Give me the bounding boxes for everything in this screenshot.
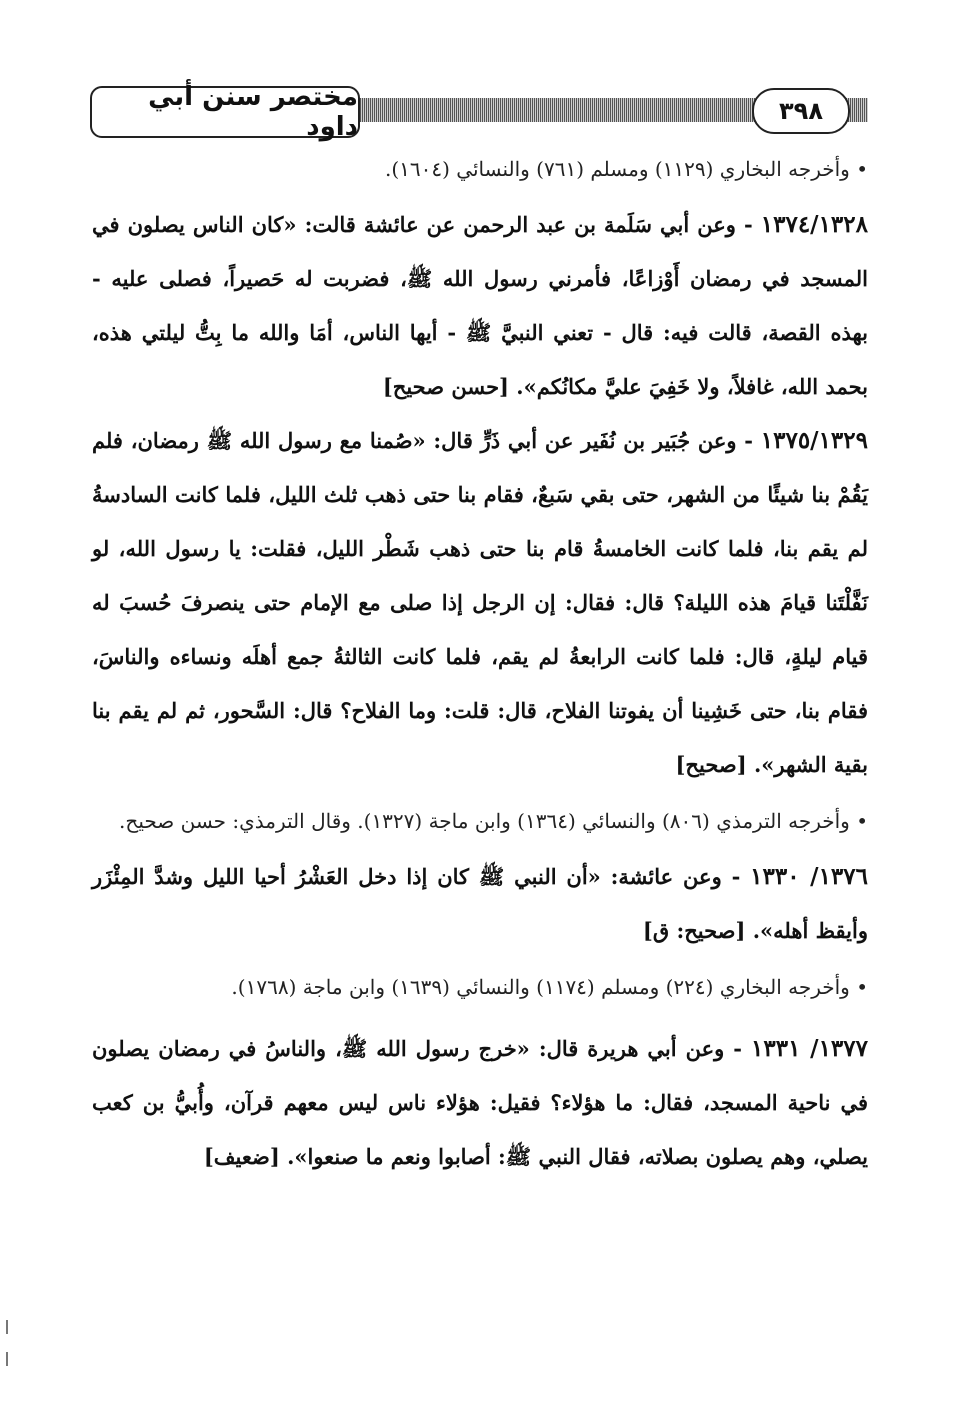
page-body: [92, 146, 868, 1184]
page-header: [90, 82, 868, 142]
footnote-text: • وأخرجه البخاري (٢٢٤) ومسلم (١١٧٤) والنسائي (١٦٣٩) وابن ماجة (١٧٦٨).: [231, 975, 868, 999]
hadith-number: ١٣٧٦/ ١٣٣٠: [750, 863, 868, 890]
footnote-text: • وأخرجه البخاري (١١٢٩) ومسلم (٧٦١) والنسائي (١٦٠٤).: [384, 157, 868, 181]
hadith-text: - وعن جُبَير بن نُفَير عن أبي ذَرٍّ قال: «صُمنا مع رسول الله ﷺ رمضان، فلم يَقُمْ بنا شيئًا من الشهر، حتى بقي سَبعٌ، فقام بنا حتى ذهب ثلث الليل، فلما كانت السادسةُ لم يقم بنا، فلما كانت الخامسةُ قام بنا حتى ذهب شَطْر الليل، فقلت: يا رسول الله، لو نَفَّلْتَنا قيامَ هذه الليلة؟ قال: فقال: إن الرجل إذا صلى مع الإمام حتى ينصرفَ حُسبَ له قيام ليلةٍ، قال: فلما كانت الرابعةُ لم يقم، فلما كانت الثالثةُ جمع أهلَه ونساءه والناسَ، فقام بنا، حتى خَشِينا أن يفوتنا الفلاح، قال: قلت: وما الفلاح؟ قال: السَّحور، ثم لم يقم بنا بقية الشهر». [صحيح]: [92, 428, 868, 777]
hadith-number: ١٣٧٧/ ١٣٣١: [751, 1035, 868, 1062]
hadith-number: ١٣٧٥/١٣٢٩: [760, 427, 868, 454]
hadith-1377: [92, 1022, 868, 1184]
hadith-number: ١٣٧٤/١٣٢٨: [760, 211, 868, 238]
hadith-text: - وعن عائشة: «أن النبي ﷺ كان إذا دخل العَشْرُ أحيا الليل وشدَّ المِئْزَر وأيقظ أهله». [صحيح: ق]: [92, 864, 868, 943]
footnote-3: [92, 964, 868, 1010]
footnote-text: • وأخرجه الترمذي (٨٠٦) والنسائي (١٣٦٤) وابن ماجة (١٣٢٧). وقال الترمذي: حسن صحيح.: [119, 809, 868, 833]
hadith-text: - وعن أبي هريرة قال: «خرج رسول الله ﷺ، والناسُ في رمضان يصلون في ناحية المسجد، فقال: ما هؤلاء؟ فقيل: هؤلاء ناس ليس معهم قرآن، وأُبيُّ بن كعب يصلي، وهم يصلون بصلاته، فقال النبي ﷺ: أصابوا ونعم ما صنعوا». [ضعيف]: [92, 1036, 868, 1169]
hadith-1376: [92, 850, 868, 958]
scan-margin-marks: [6, 1320, 9, 1400]
book-title: مختصر سنن أبي داود: [90, 86, 360, 138]
hadith-text: - وعن أبي سَلَمة بن عبد الرحمن عن عائشة قالت: «كان الناس يصلون في المسجد في رمضان أَوْزاعًا، فأمرني رسول الله ﷺ، فضربت له حَصيراً، فصلى عليه - بهذه القصة، قالت فيه: قال - تعني النبيَّ ﷺ - أيها الناس، أمَا والله ما بِتُّ ليلتي هذه، بحمد الله، غافلاً، ولا خَفِيَ عليَّ مكانُكم». [حسن صحيح]: [92, 212, 868, 399]
page-number: ٣٩٨: [752, 88, 850, 134]
hadith-1374: [92, 198, 868, 414]
footnote-1: [92, 146, 868, 192]
footnote-2: [92, 798, 868, 844]
hadith-1375: [92, 414, 868, 792]
